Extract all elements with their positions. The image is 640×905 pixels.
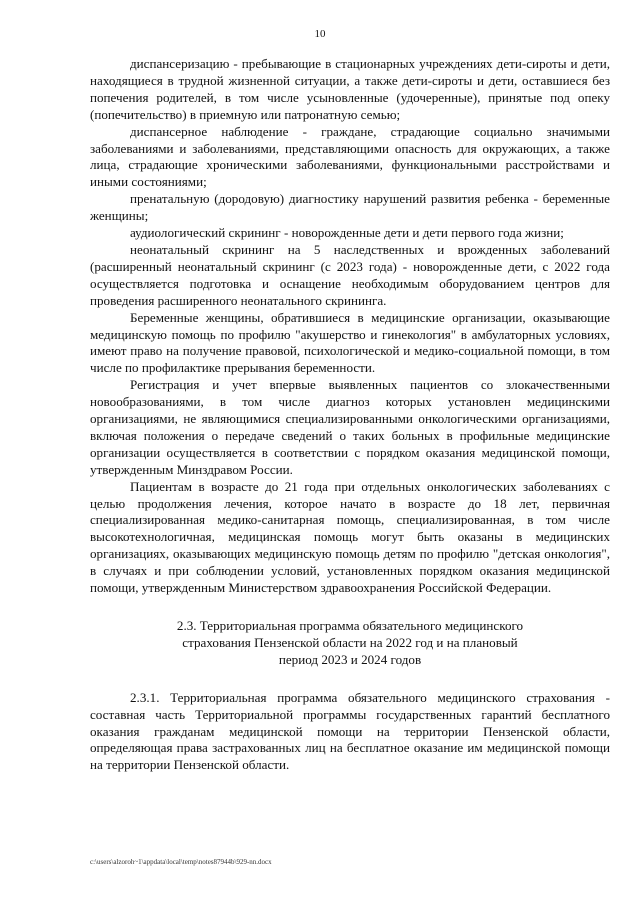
section-heading-line: период 2023 и 2024 годов — [278, 651, 422, 667]
paragraph: неонатальный скрининг на 5 наследственных и врожденных заболеваний (расширенный неонатальный скрининг (с 2023 года) - новорожденные дети, с 2022 года осуществляется подготовка и оснащение необходимым оборудованием центров для проведения расширенного неонатального скрининга. — [90, 241, 610, 308]
paragraph: диспансерное наблюдение - граждане, страдающие социально значимыми заболеваниями и заболеваниями, представляющими опасность для окружающих, а также лица, страдающие хроническими заболеваниями, функциональными расстройствами и иными состояниями; — [90, 123, 610, 190]
paragraph: Пациентам в возрасте до 21 года при отдельных онкологических заболеваниях с целью продолжения лечения, которое начато в возрасте до 18 лет, первичная специализированная медико-санитарная помощь, специализированная, в том числе высокотехнологичная, медицинская помощь могут быть оказаны в медицинских организациях, оказывающих медицинскую помощь детям по профилю "детская онкология", в случаях и при соблюдении условий, установленных порядком оказания медицинской помощи, утвержденным Министерством здравоохранения Российской Федерации. — [90, 478, 610, 596]
paragraph: диспансеризацию - пребывающие в стационарных учреждениях дети-сироты и дети, находящиеся в трудной жизненной ситуации, а также дети-сироты и дети, оставшиеся без попечения родителей, в том числе усыновленные (удочеренные), принятые под опеку (попечительство) в приемную или патронатную семью; — [90, 56, 610, 122]
file-path-footer: c:\users\alzoroh~1\appdata\local\temp\notes87944b\929-nn.docx — [90, 858, 272, 866]
section-heading — [90, 618, 610, 669]
section-heading-line: 2.3. Территориальная программа обязательного медицинского — [176, 618, 524, 633]
paragraph: Регистрация и учет впервые выявленных пациентов со злокачественными новообразованиями, в том числе диагноз которых установлен медицинскими организациями, не являющимися специализированными онкологическими организациями, включая положения о передаче сведений о таких больных в профильные медицинские организации осуществляется в соответствии с порядком оказания медицинской помощи, утвержденным Минздравом России. — [90, 377, 610, 477]
section-heading-line: страхования Пензенской области на 2022 год и на плановый — [182, 634, 518, 650]
paragraph: 2.3.1. Территориальная программа обязательного медицинского страхования - составная часть Территориальной программы государственных гарантий бесплатного оказания гражданам медицинской помощи на территории Пензенской области, определяющая права застрахованных лиц на бесплатное оказание им медицинской помощи на территории Пензенской области. — [90, 689, 610, 773]
document-body — [90, 56, 610, 774]
paragraph: Беременные женщины, обратившиеся в медицинские организации, оказывающие медицинскую помощь по профилю "акушерство и гинекология" в амбулаторных условиях, имеют право на получение правовой, психологической и медико-социальной помощи, в том числе по профилактике прерывания беременности. — [90, 309, 610, 376]
paragraph: аудиологический скрининг - новорожденные дети и дети первого года жизни; — [130, 225, 564, 241]
page-number: 10 — [314, 28, 326, 40]
paragraph: пренатальную (дородовую) диагностику нарушений развития ребенка - беременные женщины; — [90, 191, 610, 224]
